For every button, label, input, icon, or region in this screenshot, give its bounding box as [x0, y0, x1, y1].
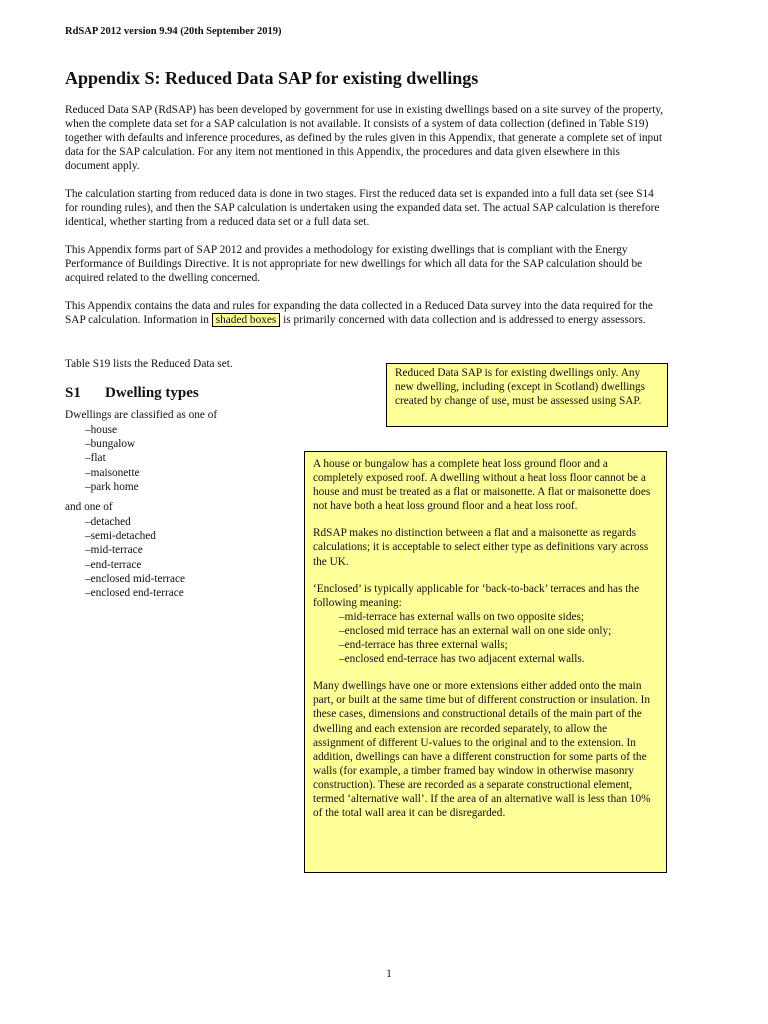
existing-dwellings-note-box: Reduced Data SAP is for existing dwellings only. Any new dwelling, including (except in Scotland) dwellings created by change of use, must be assessed using SAP.: [386, 363, 668, 427]
paragraph-text-after: is primarily concerned with data collection and is addressed to energy assessors.: [280, 313, 646, 326]
list-item: – flat: [85, 451, 140, 465]
list-item: – detached: [85, 515, 185, 529]
calculation-paragraph: The calculation starting from reduced data is done in two stages. First the reduced data set is expanded into a full data set (see S14 for rounding rules), and then the SAP calculation is undertaken using the expanded data set. The actual SAP calculation is therefore identical, whether starting from a reduced data set or a full data set.: [65, 188, 660, 228]
list-item: – end-terrace has three external walls;: [339, 638, 658, 652]
section-title: Dwelling types: [105, 385, 199, 401]
dwelling-forms-intro: and one of: [65, 501, 113, 513]
list-item: – enclosed end-terrace: [85, 586, 185, 600]
house-definition-text: A house or bungalow has a complete heat loss ground floor and a completely exposed roof. A dwelling without a heat loss floor cannot be a house and must be treated as a flat or maisonette. A flat or maisonette does not have both a heat loss ground floor and a heat loss roof.: [313, 458, 651, 513]
shaded-boxes-paragraph: [65, 300, 665, 328]
shaded-boxes-highlight: shaded boxes: [212, 313, 281, 327]
list-item: – enclosed mid-terrace: [85, 572, 185, 586]
dwelling-type-list: [85, 423, 140, 494]
list-item: – maisonette: [85, 466, 140, 480]
paragraph-text-before: This Appendix contains the data and rules for expanding the data collected in a Reduced Data survey into the data required for the SAP calculation. Information in: [65, 300, 653, 326]
intro-paragraph: Reduced Data SAP (RdSAP) has been developed by government for use in existing dwellings based on a site survey of the property, when the complete data set for a SAP calculation is not available. It consists of a system of data collection (defined in Table S19) together with defaults and inference procedures, as defined by the rules given in this Appendix, that generate a complete set of input data for the SAP calculation. For any item not mentioned in this Appendix, the procedures and data given elsewhere in this document apply.: [65, 104, 664, 172]
list-item: – house: [85, 423, 140, 437]
list-item: – mid-terrace: [85, 543, 185, 557]
list-item: – semi-detached: [85, 529, 185, 543]
table-reference-paragraph: Table S19 lists the Reduced Data set.: [65, 358, 233, 370]
list-item: – mid-terrace has external walls on two opposite sides;: [339, 610, 658, 624]
list-item: – park home: [85, 480, 140, 494]
dwelling-definitions-box: [304, 451, 667, 873]
dwelling-types-intro: Dwellings are classified as one of: [65, 409, 218, 421]
flat-maisonette-text: RdSAP makes no distinction between a flat and a maisonette as regards calculations; it is acceptable to select either type as definitions vary across the UK.: [313, 527, 649, 568]
extensions-text: Many dwellings have one or more extensions either added onto the main part, or built at the same time but of different construction or insulation. In these cases, dimensions and constructional details of the main part of the dwelling and each extension are recorded separately, to allow the assignment of different U-values to the original and to the extension. In addition, dwellings can have a different construction for some parts of the walls (for example, a timber framed bay window in otherwise masonry construction). These are recorded as a separate constructional element, termed ‘alternative wall’. If the area of an alternative wall is less than 10% of the total wall area it can be disregarded.: [313, 680, 651, 820]
enclosed-definition-text: ‘Enclosed’ is typically applicable for ‘back-to-back’ terraces and has the following meaning:: [313, 582, 640, 609]
page-number: 1: [386, 968, 392, 980]
list-item: – end-terrace: [85, 558, 185, 572]
page-title: Appendix S: Reduced Data SAP for existing dwellings: [65, 68, 479, 88]
section-heading: [65, 385, 199, 402]
enclosed-meaning-list: [313, 610, 658, 666]
section-number: S1: [65, 385, 81, 401]
dwelling-form-list: [85, 515, 185, 600]
list-item: – bungalow: [85, 437, 140, 451]
list-item: – enclosed mid terrace has an external wall on one side only;: [339, 624, 658, 638]
running-header: RdSAP 2012 version 9.94 (20th September 2019): [65, 26, 282, 37]
directive-paragraph: This Appendix forms part of SAP 2012 and provides a methodology for existing dwellings that is compliant with the Energy Performance of Buildings Directive. It is not appropriate for new dwellings for which all data for the SAP calculation should be acquired related to the dwelling concerned.: [65, 244, 643, 284]
list-item: – enclosed end-terrace has two adjacent external walls.: [339, 652, 658, 666]
